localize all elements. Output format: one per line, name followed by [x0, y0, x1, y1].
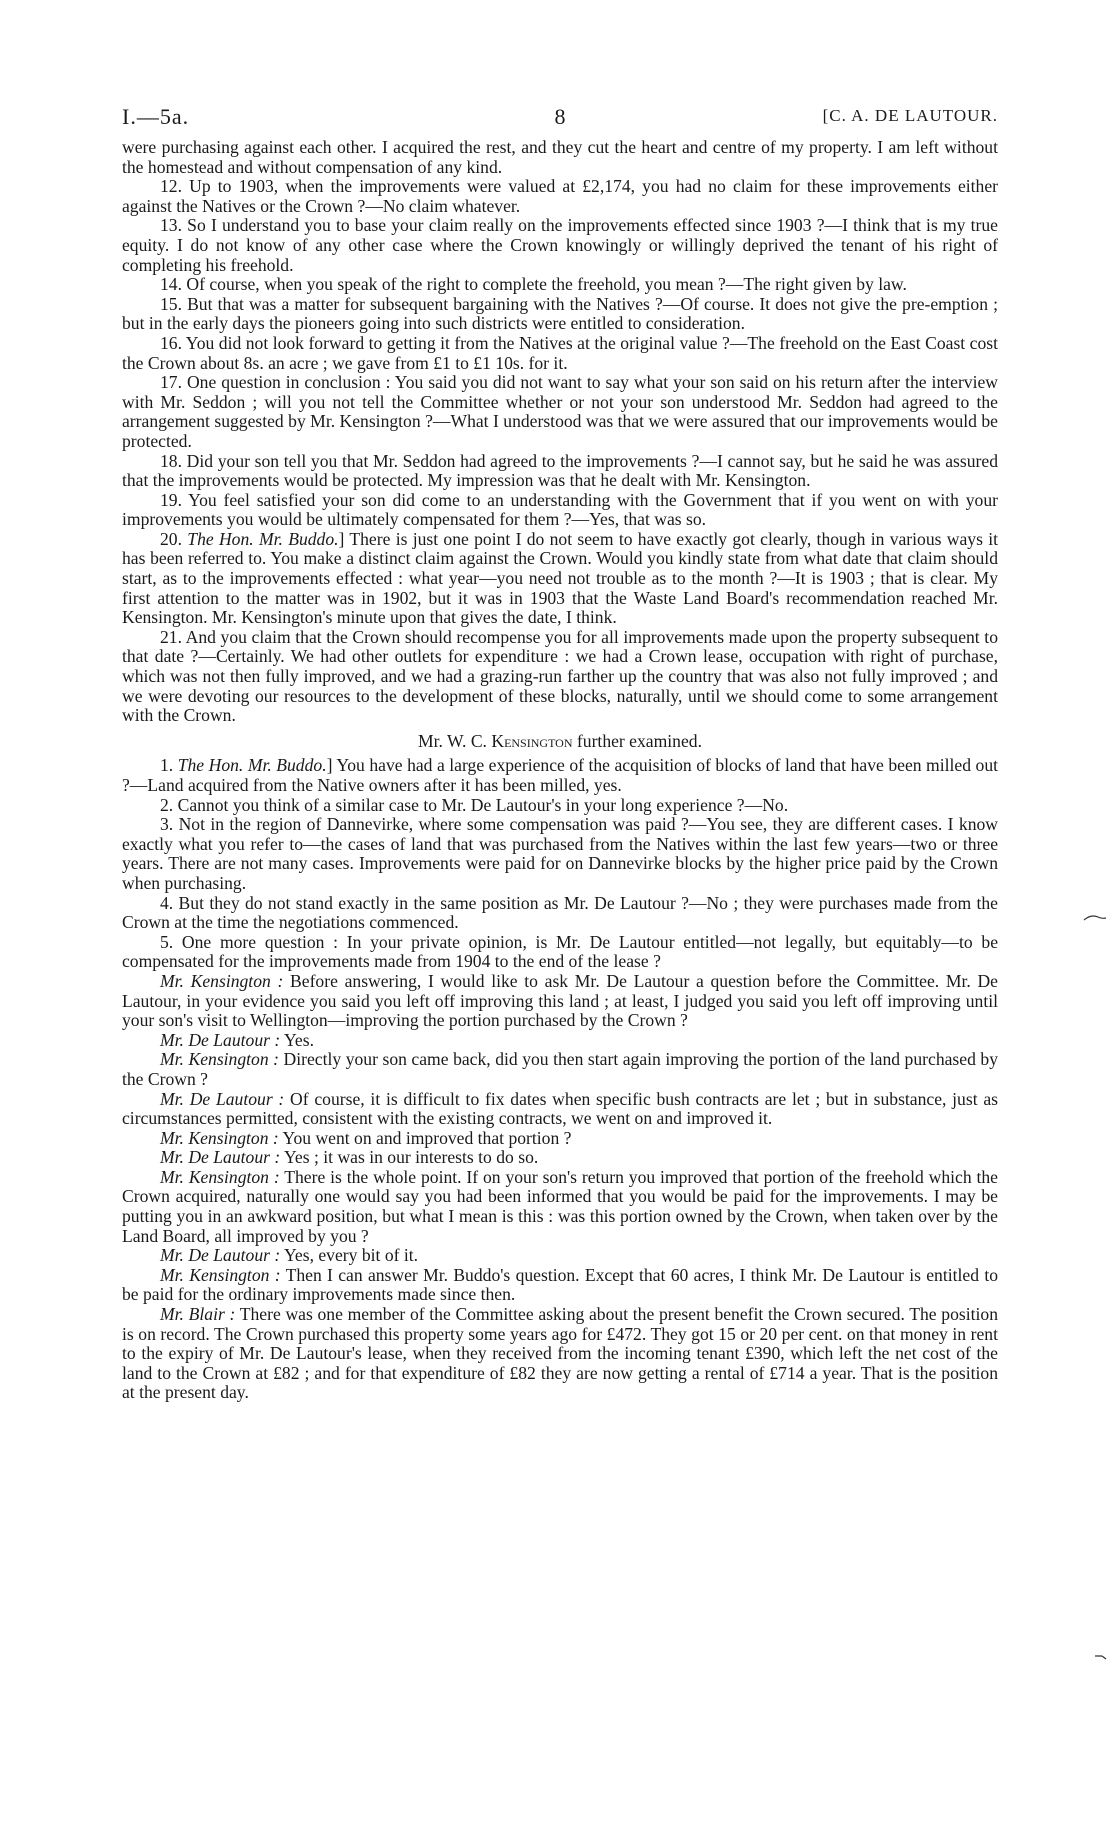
heading-suffix: further examined. [572, 730, 702, 751]
page-number: 8 [554, 104, 566, 129]
paragraph-14: 14. Of course, when you speak of the right to complete the freehold, you mean ?—The right given by law. [160, 274, 907, 295]
speaker-name: Mr. Blair : [160, 1304, 236, 1325]
speaker-name: Mr. De Lautour : [160, 1245, 281, 1266]
paragraph-21: 21. And you claim that the Crown should recompense you for all improvements made upon the property subsequent to that date ?—Certainly. We had other outlets for expenditure : we had a Crown lease, occupation with right of purchase, which was not then fully improved, and we had a grazing-run farther up the country that was also not fully improved ; and we were devoting our resources to the development of these blocks, naturally, until we should come to some arrangement with the Crown. [122, 626, 998, 726]
dialogue-line [122, 1050, 998, 1089]
dialogue-text: There was one member of the Committee asking about the present benefit the Crown secured. The position is on record. The Crown purchased this property some years ago for £472. They got 15 or 20 per cent. on that money in rent to the expiry of Mr. De Lautour's lease, when they received from the incoming tenant £390, which left the net cost of the land to the Crown at £82 ; and for that expenditure of £82 they are now getting a rental of £714 a year. That is the position at the present day. [122, 1304, 998, 1403]
speaker-name: Mr. De Lautour : [160, 1029, 281, 1050]
speaker-name: Mr. Kensington : [160, 1049, 280, 1070]
question-4: 4. But they do not stand exactly in the same position as Mr. De Lautour ?—No ; they were purchases made from the Crown at the time the negotiations commenced. [122, 892, 998, 933]
page-header [122, 104, 998, 138]
paragraph-17: 17. One question in conclusion : You said you did not want to say what your son said on his return after the interview with Mr. Seddon ; will you not tell the Committee whether or not your son understood Mr. Seddon had agreed to the arrangement suggested by Mr. Kensington ?—What I understood was that we were assured that our improvements would be protected. [122, 372, 998, 451]
paper-reference: I.—5a. [122, 104, 190, 129]
dialogue-text: Directly your son came back, did you then start again improving the portion of the land purchased by the Crown ? [122, 1049, 998, 1089]
dialogue-text: There is the whole point. If on your son's return you improved that portion of the freehold which the Crown acquired, naturally one would say you had been informed that you would be paid for the improvements. I may be putting you in an awkward position, but what I mean is this : was this portion owned by the Crown, when taken over by the Land Board, all improved by you ? [122, 1166, 998, 1246]
paragraph-18: 18. Did your son tell you that Mr. Seddon had agreed to the improvements ?—I cannot say, but he said he was assured that the improvements would be protected. My impression was that he dealt with Mr. Kensington. [122, 450, 998, 491]
dialogue-text: Yes, every bit of it. [280, 1245, 419, 1266]
dialogue-text: You went on and improved that portion ? [278, 1127, 572, 1148]
section-heading [122, 732, 998, 752]
dialogue-line [122, 1129, 998, 1149]
speaker-name: Mr. Kensington : [160, 1166, 280, 1187]
document-body [122, 138, 998, 1403]
dialogue-text: Yes ; it was in our interests to do so. [280, 1147, 539, 1168]
paragraph-13: 13. So I understand you to base your claim really on the improvements effected since 1903 ?—I think that is my true equity. I do not know of any other case where the Crown knowingly or willingly deprived the tenant of his right of completing his freehold. [122, 215, 998, 275]
question-2: 2. Cannot you think of a similar case to Mr. De Lautour's in your long experience ?—No. [160, 794, 789, 815]
speaker-name: The Hon. Mr. Buddo. [187, 528, 339, 549]
dialogue-line [122, 972, 998, 1031]
speaker-name: Mr. De Lautour : [160, 1147, 281, 1168]
speaker-name: The Hon. Mr. Buddo. [177, 755, 327, 776]
dialogue-line [122, 1090, 998, 1129]
paragraph-text: ] You have had a large experience of the acquisition of blocks of land that have been milled out ?—Land acquired from the Native owners after it has been milled, yes. [122, 755, 998, 795]
paragraph-text: ] There is just one point I do not seem to have exactly got clearly, though in various ways it has been referred to. You make a distinct claim against the Crown. Would you kindly state from what date that claim should start, as to the improvements effected : what year—you need not trouble as to the month ?—It is 1903 ; that is clear. My first attention to the matter was in 1902, but it was in 1903 that the Waste Land Board's recommendation reached Mr. Kensington. Mr. Kensington's minute upon that gives the date, I think. [122, 528, 998, 628]
witness-heading: [C. A. DE LAUTOUR. [822, 106, 998, 125]
dialogue-line [122, 1148, 998, 1168]
speaker-name: Mr. Kensington : [160, 1127, 279, 1148]
paragraph-16: 16. You did not look forward to getting it from the Natives at the original value ?—The freehold on the East Coast cost the Crown about 8s. an acre ; we gave from £1 to £1 10s. for it. [122, 332, 998, 373]
dialogue-line [122, 1305, 998, 1403]
dialogue-text: Yes. [280, 1029, 314, 1050]
margin-scan-mark-lower [1094, 1653, 1108, 1661]
margin-scan-mark [1083, 913, 1107, 923]
paragraph: were purchasing against each other. I acquired the rest, and they cut the heart and centre of my property. I am left without the homestead and without compensation of any kind. [122, 137, 998, 177]
question-1 [122, 756, 998, 795]
paragraph-12: 12. Up to 1903, when the improvements were valued at £2,174, you had no claim for these improvements either against the Natives or the Crown ?—No claim whatever. [122, 176, 998, 216]
dialogue-text: Then I can answer Mr. Buddo's question. Except that 60 acres, I think Mr. De Lautour is entitled to be paid for the ordinary improvements made since then. [122, 1264, 999, 1305]
speaker-name: Mr. De Lautour : [160, 1088, 285, 1109]
dialogue-line [122, 1031, 998, 1051]
dialogue-text: Of course, it is difficult to fix dates when specific bush contracts are let ; but in substance, just as circumstances permitted, consistent with the existing contracts, we went on and improved it. [122, 1088, 998, 1129]
question-number: 1. [160, 755, 174, 776]
question-5: 5. One more question : In your private opinion, is Mr. De Lautour entitled—not legally, but equitably—to be compensated for the improvements made from 1904 to the end of the lease ? [122, 931, 998, 972]
heading-name: Kensington [491, 730, 573, 751]
question-number: 20. [160, 528, 182, 549]
paragraph-15: 15. But that was a matter for subsequent bargaining with the Natives ?—Of course. It does not give the pre-emption ; but in the early days the pioneers going into such districts were entitled to consideration. [122, 293, 998, 334]
dialogue-line [122, 1168, 998, 1246]
paragraph-19: 19. You feel satisfied your son did come to an understanding with the Government that if you went on with your improvements you would be ultimately compensated for them ?—Yes, that was so. [122, 489, 998, 530]
speaker-name: Mr. Kensington : [160, 1264, 281, 1285]
speaker-name: Mr. Kensington : [160, 970, 284, 991]
dialogue-line [122, 1266, 998, 1305]
paragraph-20 [122, 530, 998, 628]
dialogue-text: Before answering, I would like to ask Mr. De Lautour a question before the Committee. Mr. De Lautour, in your evidence you said you left off improving this land ; at least, I judged you said you left off improving until your son's visit to Wellington—improving the portion purchased by the Crown ? [122, 970, 998, 1031]
document-page [122, 104, 998, 1403]
question-3: 3. Not in the region of Dannevirke, where some compensation was paid ?—You see, they are different cases. I know exactly what you refer to—the cases of land that was purchased from the Natives within the last few years—two or three years. There are not many cases. Improvements were paid for on Dannevirke blocks by the higher price paid by the Crown when purchasing. [122, 814, 998, 893]
heading-prefix: Mr. W. C. [418, 730, 492, 751]
dialogue-line [122, 1246, 998, 1266]
